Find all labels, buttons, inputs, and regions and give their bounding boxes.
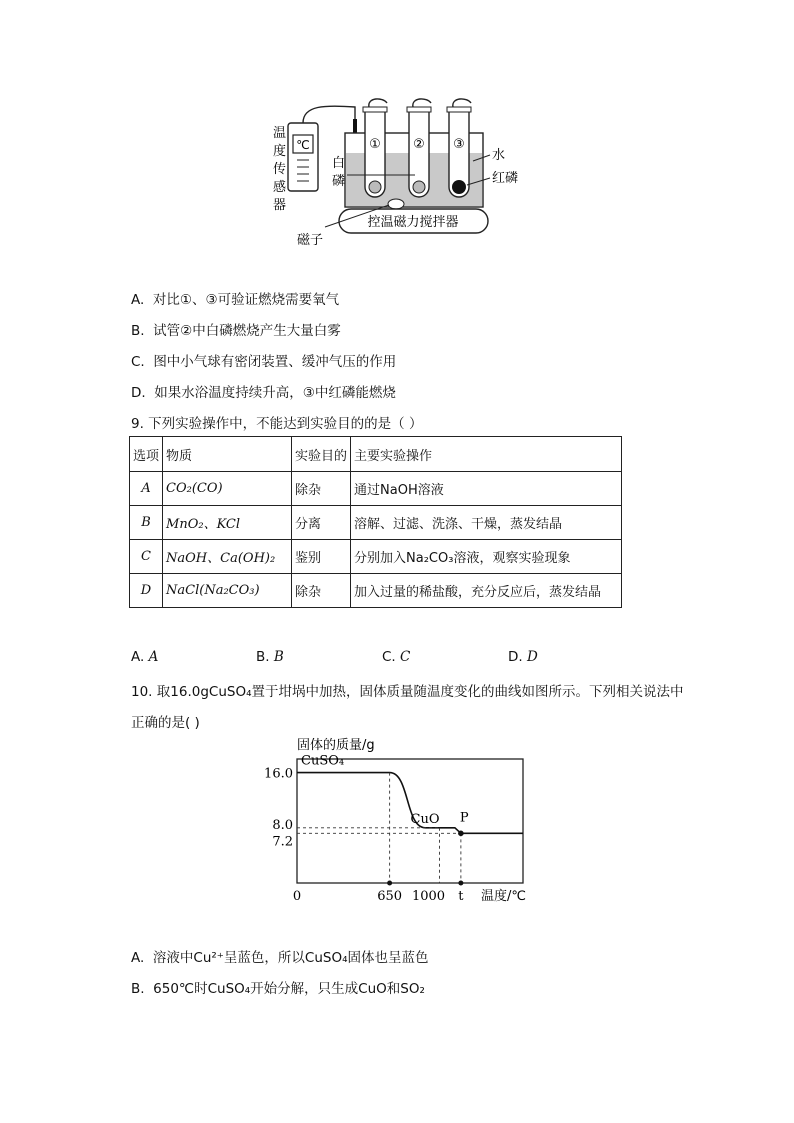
x-tick-0: 0 (292, 889, 302, 904)
sensor-label-5: 器 (273, 198, 287, 213)
y-tick-7-2: 7.2 (272, 834, 293, 850)
point-p (458, 831, 464, 837)
mass-temperature-chart (255, 733, 545, 908)
magnet (388, 199, 404, 209)
q10-stem-line1: 10. 取16.0gCuSO₄置于坩埚中加热，固体质量随温度变化的曲线如图所示。下列相关说法中 (131, 684, 684, 700)
q8-option-c: C. 图中小气球有密闭装置、缓冲气压的作用 (131, 354, 397, 370)
header-purpose: 实验目的 (292, 437, 351, 472)
sensor-label-3: 传 (273, 162, 287, 177)
tube-label-2: ② (413, 137, 425, 152)
y-tick-8: 8.0 (272, 817, 293, 833)
q9-answer-a: A. A (131, 649, 159, 665)
table-row: B MnO₂、KCl 分离 溶解、过滤、洗涤、干燥，蒸发结晶 (130, 506, 622, 540)
apparatus-figure (265, 95, 535, 255)
q8-option-a: A. 对比①、③可验证燃烧需要氧气 (131, 292, 340, 308)
sensor-label-4: 感 (273, 180, 287, 195)
stirrer-label: 控温磁力搅拌器 (367, 215, 459, 230)
chart-xlabel: 温度/℃ (481, 889, 526, 904)
thermo-symbol: ℃ (296, 138, 310, 152)
x-tick-1000: 1000 (411, 889, 446, 904)
tick-dot-t (458, 881, 463, 886)
red-phosphorus (452, 180, 466, 194)
annotation-cuo: CuO (410, 811, 440, 827)
table-header-row (130, 437, 622, 472)
q10-option-b: B. 650℃时CuSO₄开始分解，只生成CuO和SO₂ (131, 981, 425, 997)
q9-answer-c: C. C (382, 649, 411, 665)
q8-option-b: B. 试管②中白磷燃烧产生大量白雾 (131, 323, 341, 339)
y-tick-16: 16.0 (264, 766, 293, 782)
annotation-p: P (459, 810, 469, 826)
chart-ylabel: 固体的质量/g (297, 738, 375, 753)
tube-label-1: ① (369, 137, 381, 152)
header-substance: 物质 (163, 437, 292, 472)
q10-stem-line2: 正确的是( ) (131, 715, 200, 731)
q10-option-a: A. 溶液中Cu²⁺呈蓝色，所以CuSO₄固体也呈蓝色 (131, 950, 429, 966)
white-p-label-2: 磷 (332, 174, 346, 189)
table-row: C NaOH、Ca(OH)₂ 鉴别 分别加入Na₂CO₃溶液，观察实验现象 (130, 540, 622, 574)
red-p-label: 红磷 (492, 171, 519, 186)
sensor-label-1: 温 (273, 126, 287, 141)
sensor-label-2: 度 (273, 144, 287, 159)
white-p-label-1: 白 (332, 156, 346, 171)
tick-dot-650 (387, 881, 392, 886)
q9-answer-d: D. D (508, 649, 538, 665)
header-option: 选项 (130, 437, 163, 472)
tube-label-3: ③ (453, 137, 465, 152)
q9-table (129, 436, 622, 608)
magnet-label: 磁子 (297, 233, 324, 248)
table-row: D NaCl(Na₂CO₃) 除杂 加入过量的稀盐酸，充分反应后，蒸发结晶 (130, 574, 622, 608)
q9-answer-b: B. B (256, 649, 284, 665)
x-tick-650: 650 (377, 889, 403, 904)
water-label: 水 (492, 148, 506, 163)
x-tick-t: t (458, 889, 464, 904)
table-row: A CO₂(CO) 除杂 通过NaOH溶液 (130, 472, 622, 506)
q9-stem: 9. 下列实验操作中，不能达到实验目的的是（ ） (131, 416, 423, 432)
header-operation: 主要实验操作 (351, 437, 622, 472)
annotation-cuso4: CuSO₄ (301, 753, 345, 769)
q8-option-d: D. 如果水浴温度持续升高，③中红磷能燃烧 (131, 385, 396, 401)
